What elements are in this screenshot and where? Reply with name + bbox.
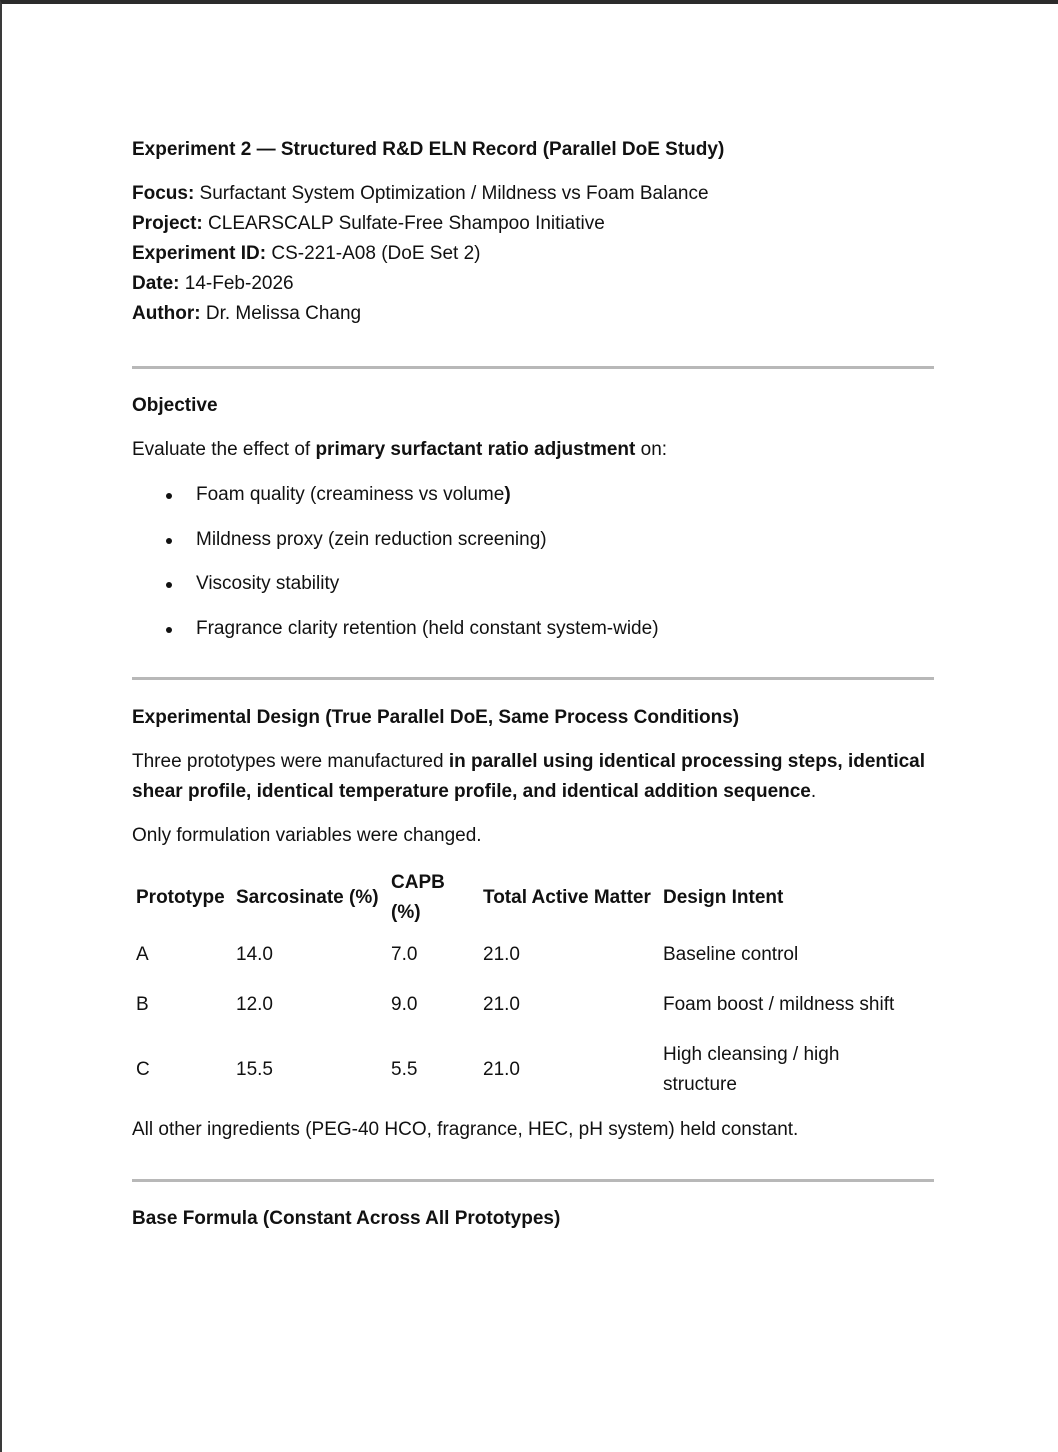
table-cell: High cleansing / high structure — [663, 1043, 840, 1095]
list-item — [132, 569, 934, 599]
list-item-text: Mildness proxy (zein reduction screening) — [196, 528, 547, 550]
list-item — [132, 480, 934, 510]
column-header-total-active: Total Active Matter — [483, 886, 651, 908]
meta-project — [132, 209, 934, 239]
table-cell: C — [136, 1058, 150, 1080]
objective-intro — [132, 435, 934, 465]
section-divider — [132, 1179, 934, 1182]
list-item — [132, 614, 934, 644]
meta-label: Focus: — [132, 183, 195, 204]
base-formula-heading: Base Formula (Constant Across All Prototypes) — [132, 1207, 561, 1229]
prototype-table — [132, 866, 922, 1110]
meta-value: CS-221-A08 (DoE Set 2) — [266, 243, 481, 264]
table-cell: Foam boost / mildness shift — [663, 993, 895, 1015]
metadata-block — [132, 179, 934, 329]
table-cell: 21.0 — [483, 1058, 520, 1080]
list-item-tail: ) — [504, 484, 511, 505]
table-cell: Baseline control — [663, 943, 799, 965]
design-note: Only formulation variables were changed. — [132, 824, 482, 846]
table-cell: 12.0 — [236, 993, 273, 1015]
column-header-design-intent: Design Intent — [663, 886, 784, 908]
meta-focus — [132, 179, 934, 209]
column-header-capb: CAPB (%) — [391, 871, 445, 923]
meta-experiment-id — [132, 239, 934, 269]
meta-date — [132, 269, 934, 299]
column-header-sarcosinate: Sarcosinate (%) — [236, 886, 379, 908]
design-footer-note: All other ingredients (PEG-40 HCO, fragrance, HEC, pH system) held constant. — [132, 1118, 799, 1140]
objective-list — [132, 480, 934, 644]
table-header-row — [132, 866, 922, 930]
table-cell: 15.5 — [236, 1058, 273, 1080]
design-para-bold: in parallel using identical processing steps, identical shear profile, identical temperature profile, and identical addition sequence — [132, 750, 926, 802]
meta-label: Author: — [132, 303, 201, 324]
meta-value: CLEARSCALP Sulfate-Free Shampoo Initiative — [202, 213, 605, 234]
table-cell: B — [136, 993, 149, 1015]
section-divider — [132, 677, 934, 680]
table-cell: 21.0 — [483, 943, 520, 965]
design-paragraph — [132, 747, 934, 807]
meta-label: Project: — [132, 213, 203, 234]
section-divider — [132, 366, 934, 369]
table-row — [132, 1030, 922, 1110]
table-cell: 21.0 — [483, 993, 520, 1015]
table-row — [132, 980, 922, 1030]
objective-heading: Objective — [132, 395, 218, 416]
meta-value: Dr. Melissa Chang — [200, 303, 362, 324]
design-para-post: . — [810, 780, 817, 802]
table-cell: A — [136, 943, 149, 965]
list-item-text: Foam quality (creaminess vs volume — [196, 484, 505, 505]
table-cell: 5.5 — [391, 1058, 418, 1080]
objective-intro-bold: primary surfactant ratio adjustment — [315, 439, 636, 460]
meta-label: Date: — [132, 273, 180, 294]
objective-intro-post: on: — [635, 439, 668, 460]
meta-value: 14-Feb-2026 — [179, 273, 294, 294]
list-item-text: Fragrance clarity retention (held constant system-wide) — [196, 617, 659, 639]
document-content — [132, 135, 934, 1234]
meta-value: Surfactant System Optimization / Mildness vs Foam Balance — [194, 183, 709, 204]
experiment-title: Experiment 2 — Structured R&D ELN Record (Parallel DoE Study) — [132, 139, 725, 160]
list-item-text: Viscosity stability — [196, 573, 340, 594]
table-cell: 7.0 — [391, 943, 418, 965]
table-row — [132, 930, 922, 980]
table-cell: 9.0 — [391, 993, 418, 1015]
objective-intro-pre: Evaluate the effect of — [132, 439, 316, 460]
design-heading: Experimental Design (True Parallel DoE, Same Process Conditions) — [132, 706, 740, 728]
table-cell: 14.0 — [236, 943, 273, 965]
design-para-pre: Three prototypes were manufactured — [132, 750, 449, 772]
meta-author — [132, 299, 934, 329]
list-item — [132, 525, 934, 555]
meta-label: Experiment ID: — [132, 243, 267, 264]
column-header-prototype: Prototype — [136, 886, 225, 908]
